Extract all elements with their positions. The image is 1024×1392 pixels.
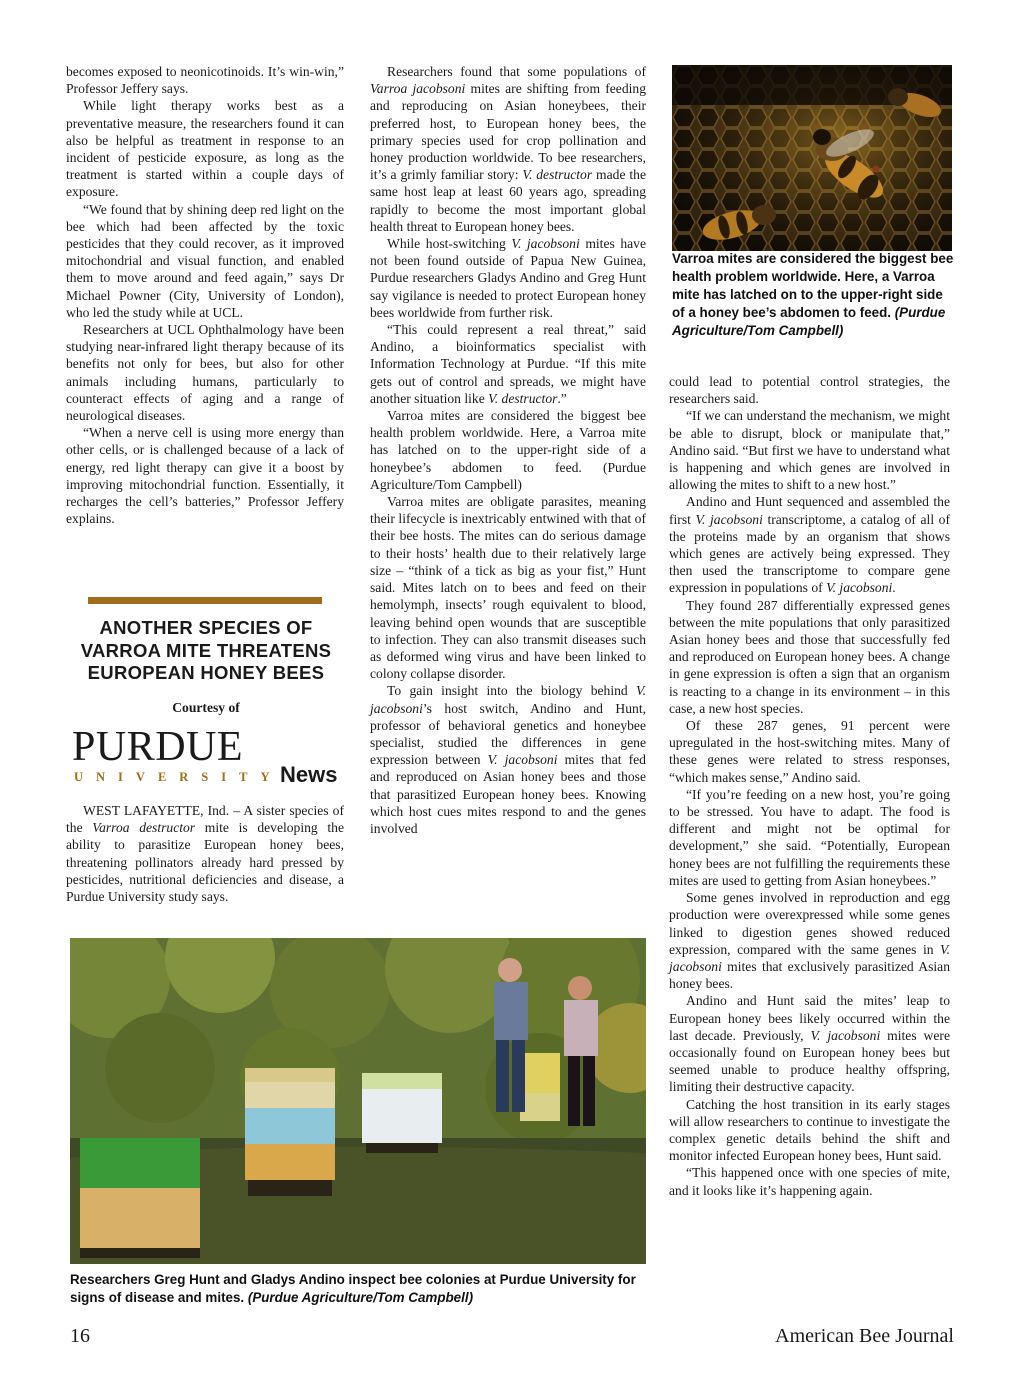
paragraph: “If we can understand the mechanism, we might be able to disrupt, block or manipulate that,” Andino said. “But first we have to understand what is happening and which genes are involved in allowing the mites to shift to a new host.” [669,408,950,493]
paragraph: could lead to potential control strategies, the researchers said. [669,374,950,407]
courtesy-line: Courtesy of [172,700,240,715]
journal-name: American Bee Journal [775,1325,954,1347]
column-1-previous-article [66,63,344,527]
column-2 [370,63,646,837]
beehive-white [362,1073,442,1153]
paragraph: Catching the host transition in its early stages will allow researchers to continue to investigate the complex genetic details behind the shift and monitor infected European honey bees, Hunt said. [669,1096,950,1164]
beehive-yellow [520,1053,560,1121]
logo-university: UNIVERSITY [74,770,283,784]
varroa-mite-icon [873,166,880,173]
section-divider-rule [88,597,322,604]
logo-news: News [280,762,338,787]
paragraph: “If you’re feeding on a new host, you’re going to be stressed. You have to adapt. The food is different and might not be optimal for development,” she said. “Potentially, European honey bees are not fulfilling the requirements these mites are used to getting from Asian honeybees.” [669,786,950,888]
paragraph: becomes exposed to neonicotinoids. It’s win-win,” Professor Jeffery says. [66,64,344,97]
beehive-green [80,1138,200,1258]
field-photo-caption: Researchers Greg Hunt and Gladys Andino inspect bee colonies at Purdue University for signs of disease and mites. (Purdue Agriculture/Tom Campbell) [70,1272,636,1305]
purdue-news-logo [72,726,344,788]
lead-paragraph: WEST LAFAYETTE, Ind. – A sister species of the Varroa destructor mite is developing the ability to parasitize European honey bees, threatening pollinators already hard pressed by pesticides, nutritional deficiencies and disease, a Purdue University study says. [66,803,344,905]
paragraph: While light therapy works best as a preventative measure, the researchers found it can also be helpful as treatment in response to an incident of pesticide exposure, as long as the treatment is started within a couple days of exposure. [66,98,344,200]
researchers-hives-photo [70,938,646,1264]
article-lead [66,802,344,905]
field-photo-illustration [70,938,646,1264]
paragraph: Some genes involved in reproduction and egg production were overexpressed while some genes linked to digestion genes showed reduced expression, compared with the same genes in V. jacobsoni mites that exclusively parasitized Asian honey bees. [669,890,950,992]
paragraph: Researchers at UCL Ophthalmology have been studying near-infrared light therapy because of its benefits not only for bees, but also for other animals including humans, particularly to counteract effects of aging and a range of neurological diseases. [66,322,344,424]
paragraph: “When a nerve cell is using more energy than other cells, or is challenged because of a lack of energy, red light therapy can give it a boost by improving mitochondrial function. Essentially, it recharges the cell’s batteries,” Professor Jeffery explains. [66,425,344,527]
paragraph: To gain insight into the biology behind V. jacobsoni’s host switch, Andino and Hunt, professor of behavioral genetics and honeybee specialist, studied the differences in gene expression between V. jacobsoni mites that fed and reproduced on Asian honey bees and those that parasitized European honey bees. Knowing which host cues mites respond to and the genes involved [370,683,646,836]
paragraph: Varroa mites are considered the biggest bee health problem worldwide. Here, a Varroa mite has latched on to the upper-right side of a honeybee’s abdomen to feed. (Purdue Agriculture/Tom Campbell) [370,408,646,492]
paragraph: While host-switching V. jacobsoni mites have not been found outside of Papua New Guinea, Purdue researchers Gladys Andino and Greg Hunt say vigilance is needed to protect European honey bees worldwide from further risk. [370,236,646,320]
page-number: 16 [70,1325,90,1347]
paragraph: They found 287 differentially expressed genes between the mite populations that only parasitized Asian honey bees and those that successfully fed and reproduced on European honey bees. A change in gene expression is often a sign that an organism is reacting to a change in its environment – in this case, a new host species. [669,597,950,716]
bee-photo-caption: Varroa mites are considered the biggest bee health problem worldwide. Here, a Varroa mite has latched on to the upper-right side of a honey bee’s abdomen to feed. (Purdue Agriculture/Tom Campbell) [672,251,954,338]
paragraph: Varroa mites are obligate parasites, meaning their lifecycle is inextricably entwined with that of their bee hosts. The mites can do serious damage to their hosts’ health due to their relatively large size – “think of a tick as big as your fist,” Hunt said. Mites latch on to bees and feed on their hemolymph, insects’ rough equivalent to blood, leaving behind open wounds that are susceptible to infection. They can also transmit diseases such as deformed wing virus and have been linked to colony collapse disorder. [370,494,646,682]
paragraph: “We found that by shining deep red light on the bee which had been affected by the toxic pesticides that they could recover, as it improved mitochondrial and visual function, and enabled them to move around and feed again,” says Dr Michael Powner (City, University of London), who led the study while at UCL. [66,201,344,320]
paragraph: “This happened once with one species of mite, and it looks like it’s happening again. [669,1165,950,1198]
paragraph: “This could represent a real threat,” said Andino, a bioinformatics specialist with Information Technology at Purdue. “If this mite gets out of control and spreads, we might have another situation like V. destructor.” [370,322,646,406]
paragraph: Andino and Hunt sequenced and assembled the first V. jacobsoni transcriptome, a catalog of all of the proteins made by an organism that shows which genes are actively being expressed. They then used the transcriptome to compare gene expression in populations of V. jacobsoni. [669,494,950,596]
paragraph: Researchers found that some populations of Varroa jacobsoni mites are shifting from feeding and reproducing on Asian honeybees, their preferred host, to European honey bees, the primary species used for crop pollination and honey production worldwide. To bee researchers, it’s a grimly familiar story: V. destructor made the same host leap at least 60 years ago, spreading rapidly to become the most important global health threat to European honey bees. [370,64,646,234]
paragraph: Of these 287 genes, 91 percent were upregulated in the host-switching mites. Many of these genes were related to stress responses, “which makes sense,” Andino said. [669,718,950,785]
article-headline: ANOTHER SPECIES OF VARROA MITE THREATENS EUROPEAN HONEY BEES [80,617,332,683]
bee-photo-illustration [672,65,952,251]
logo-wordmark: PURDUE [72,724,244,770]
bee-honeycomb-photo [672,65,952,251]
column-3 [669,373,950,1199]
paragraph: Andino and Hunt said the mites’ leap to European honey bees likely occurred within the last decade. Previously, V. jacobsoni mites were occasionally found on European honey bees but seemed unable to produce healthy offspring, limiting their destructive capacity. [669,993,950,1095]
beehive-blue [245,1068,335,1196]
